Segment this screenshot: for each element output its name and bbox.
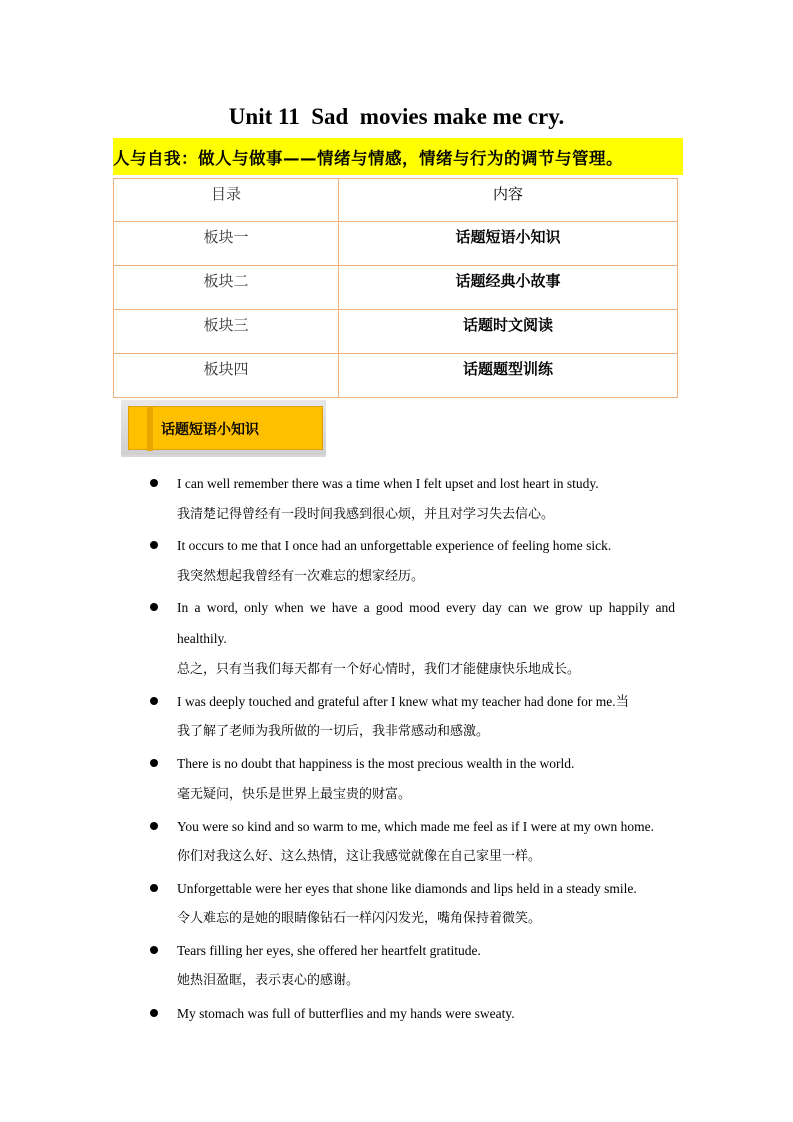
table-header-row [114,179,678,222]
content-cell: 话题经典小故事 [339,266,678,310]
chinese-translation: 我突然想起我曾经有一次难忘的想家经历。 [177,569,425,584]
content-cell: 话题题型训练 [339,354,678,398]
table-row [114,222,678,266]
bullet-icon [150,822,158,830]
chinese-translation: 她热泪盈眶，表示衷心的感谢。 [177,973,360,988]
table-row [114,266,678,310]
english-sentence: You were so kind and so warm to me, which made me feel as if I were at my own home. [177,819,655,834]
english-sentence: Unforgettable were her eyes that shone like diamonds and lips held in a steady smile. [177,881,637,896]
table-of-contents [113,178,678,398]
chinese-translation: 毫无疑问，快乐是世界上最宝贵的财富。 [177,787,412,802]
bullet-icon [150,603,158,611]
bullet-icon [150,946,158,954]
section-accent-bar [147,407,153,451]
english-sentence: I was deeply touched and grateful after I knew what my teacher had done for me.当 [177,694,630,709]
page-title: Unit 11 Sad movies make me cry. [228,104,565,129]
english-sentence: My stomach was full of butterflies and my hands were sweaty. [177,1006,515,1021]
bullet-icon [150,884,158,892]
chinese-translation: 我清楚记得曾经有一段时间我感到很心烦，并且对学习失去信心。 [177,507,555,522]
bullet-icon [150,541,158,549]
bullet-icon [150,1009,158,1017]
bullet-icon [150,697,158,705]
english-sentence: In a word, only when we have a good mood every day can we grow up happily and healthily. [177,600,675,646]
english-sentence: Tears filling her eyes, she offered her heartfelt gratitude. [177,943,481,958]
chinese-translation: 总之，只有当我们每天都有一个好心情时，我们才能健康快乐地成长。 [177,662,581,677]
chinese-translation: 我了解了老师为我所做的一切后，我非常感动和感激。 [177,724,490,739]
table-row [114,354,678,398]
section-cell: 板块三 [114,310,339,354]
subtitle-banner: 人与自我：做人与做事——情绪与情感，情绪与行为的调节与管理。 [113,138,683,175]
english-sentence: It occurs to me that I once had an unforgettable experience of feeling home sick. [177,538,612,553]
header-content: 内容 [339,179,678,222]
chinese-translation: 令人难忘的是她的眼睛像钻石一样闪闪发光，嘴角保持着微笑。 [177,911,542,926]
section-cell: 板块四 [114,354,339,398]
section-cell: 板块一 [114,222,339,266]
content-cell: 话题时文阅读 [339,310,678,354]
section-divider [121,455,326,457]
section-heading-box [121,400,326,456]
section-cell: 板块二 [114,266,339,310]
english-sentence: There is no doubt that happiness is the most precious wealth in the world. [177,756,575,771]
table-row [114,310,678,354]
chinese-translation: 你们对我这么好、这么热情，这让我感觉就像在自己家里一样。 [177,849,542,864]
english-sentence: I can well remember there was a time when I felt upset and lost heart in study. [177,476,599,491]
section-heading: 话题短语小知识 [161,422,259,438]
header-catalog: 目录 [114,179,339,222]
bullet-icon [150,759,158,767]
content-cell: 话题短语小知识 [339,222,678,266]
section-heading-panel [128,406,323,450]
bullet-icon [150,479,158,487]
